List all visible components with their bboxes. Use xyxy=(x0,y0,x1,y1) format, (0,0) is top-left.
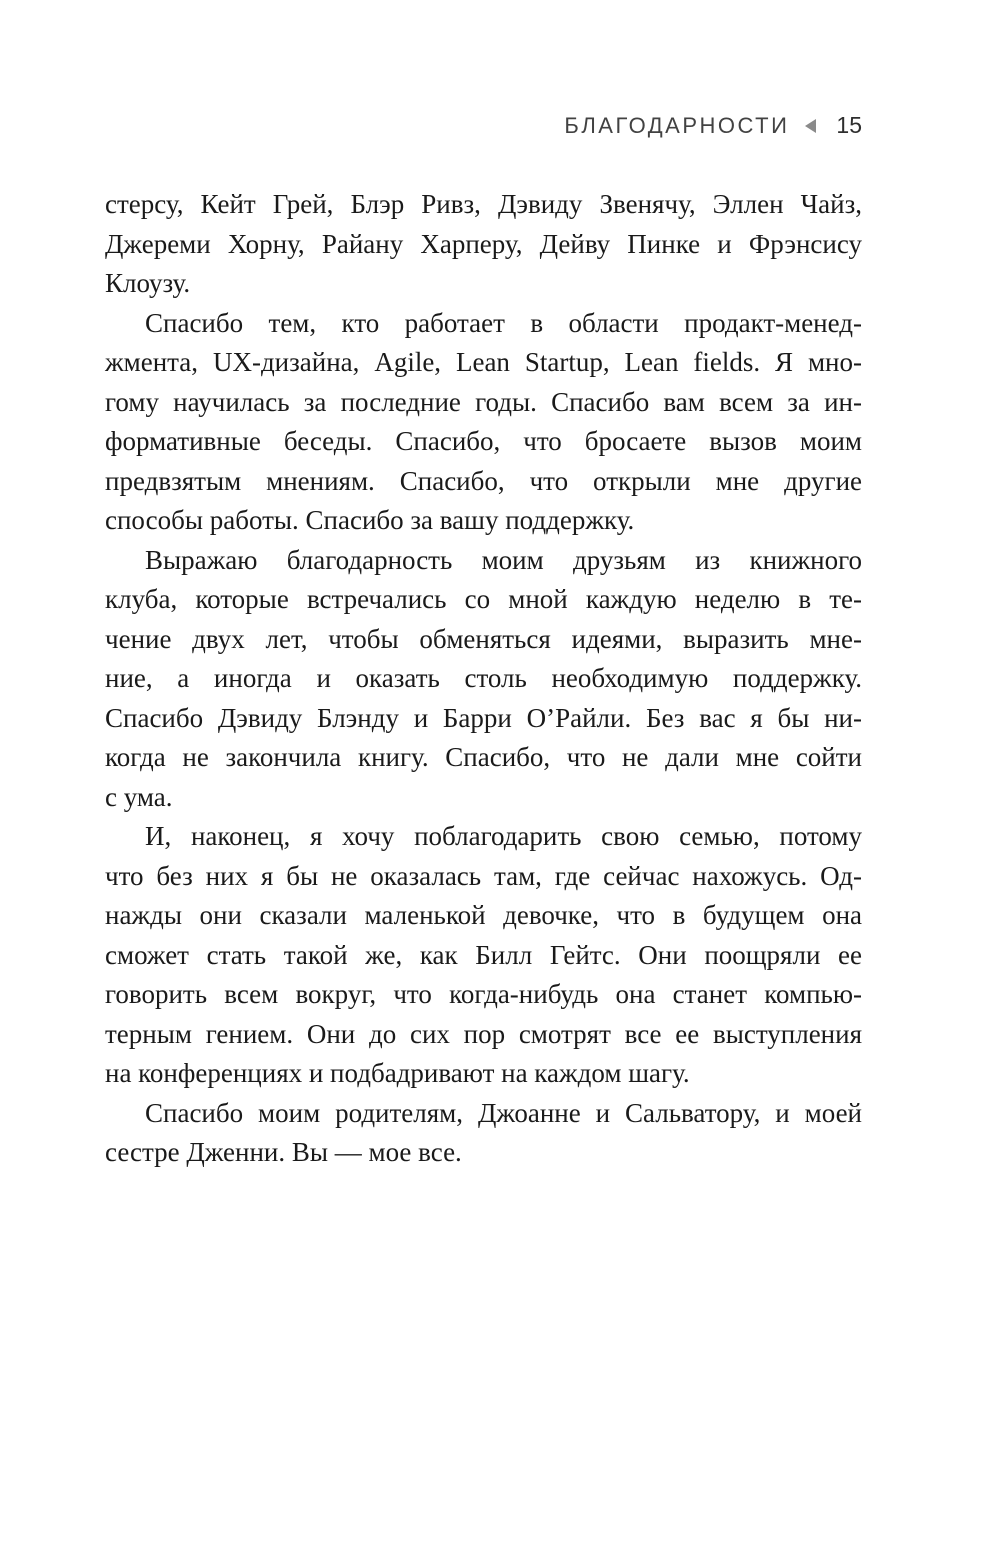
paragraph xyxy=(105,1094,862,1173)
text-line: сможет стать такой же, как Билл Гейтс. Они поощряли ее xyxy=(105,939,862,970)
paragraph xyxy=(105,304,862,541)
text-line: способы работы. Спасибо за вашу поддержку. xyxy=(105,505,635,535)
text-line: что без них я бы не оказалась там, где сейчас нахожусь. Од- xyxy=(105,860,862,891)
text-line: терным гением. Они до сих пор смотрят все ее выступления xyxy=(105,1018,862,1049)
text-line: когда не закончила книгу. Спасибо, что не дали мне сойти xyxy=(105,742,862,772)
paragraph xyxy=(105,541,862,818)
text-line: жмента, UX-дизайна, Agile, Lean Startup, Lean fields. Я мно- xyxy=(105,347,862,377)
text-line: Джереми Хорну, Райану Харперу, Дейву Пинке и Фрэнсису xyxy=(105,228,862,259)
text-line: с ума. xyxy=(105,781,173,812)
text-line: говорить всем вокруг, что когда-нибудь она станет компью- xyxy=(105,979,862,1009)
text-line: И, наконец, я хочу поблагодарить свою семью, потому xyxy=(145,821,862,851)
text-line: на конференциях и подбадривают на каждом шагу. xyxy=(105,1058,690,1088)
paragraph xyxy=(105,185,862,304)
paragraph xyxy=(105,817,862,1094)
chapter-title: БЛАГОДАРНОСТИ xyxy=(564,112,790,138)
page-number: 15 xyxy=(836,112,862,138)
text-line: Клоузу. xyxy=(105,268,191,298)
text-line: Спасибо тем, кто работает в области продакт-менед- xyxy=(145,307,862,338)
text-line: сестре Дженни. Вы — мое все. xyxy=(105,1137,462,1167)
text-line: стерсу, Кейт Грей, Блэр Ривз, Дэвиду Звенячу, Эллен Чайз, xyxy=(105,189,862,219)
text-line: Спасибо Дэвиду Блэнду и Барри О’Райли. Без вас я бы ни- xyxy=(105,702,862,733)
text-line: ние, а иногда и оказать столь необходимую поддержку. xyxy=(105,663,862,693)
text-line: чение двух лет, чтобы обменяться идеями, выразить мне- xyxy=(105,623,862,654)
text-line: формативные беседы. Спасибо, что бросаете вызов моим xyxy=(105,426,862,456)
text-line: нажды они сказали маленькой девочке, что в будущем она xyxy=(105,900,862,930)
left-triangle-icon xyxy=(805,119,816,133)
text-line: предвзятым мнениям. Спасибо, что открыли мне другие xyxy=(105,465,862,496)
text-line: Спасибо моим родителям, Джоанне и Сальватору, и моей xyxy=(145,1097,862,1128)
text-line: гому научилась за последние годы. Спасибо вам всем за ин- xyxy=(105,386,862,417)
text-line: клуба, которые встречались со мной каждую неделю в те- xyxy=(105,584,862,614)
running-header xyxy=(105,112,862,139)
text-line: Выражаю благодарность моим друзьям из книжного xyxy=(145,544,862,575)
body-text xyxy=(105,185,862,1173)
